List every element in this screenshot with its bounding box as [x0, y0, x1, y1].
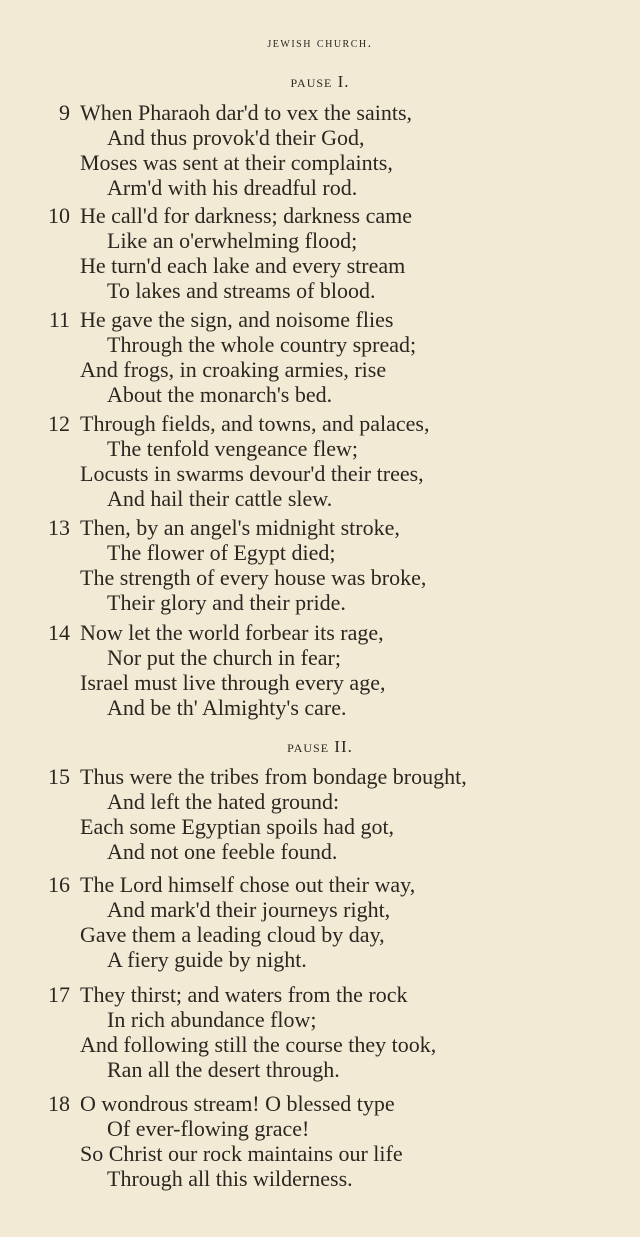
stanza-number: 14 — [48, 620, 70, 645]
stanza-number: 15 — [48, 764, 70, 789]
verse-line: The tenfold vengeance flew; — [107, 436, 359, 461]
verse-line: Like an o'erwhelming flood; — [107, 228, 358, 253]
verse-line: And not one feeble found. — [107, 839, 338, 864]
verse-line: Gave them a leading cloud by day, — [80, 922, 385, 947]
verse-line: And following still the course they took, — [80, 1032, 437, 1057]
verse-line: And left the hated ground: — [107, 789, 340, 814]
verse-line: A fiery guide by night. — [107, 947, 307, 972]
verse-line: And hail their cattle slew. — [107, 486, 333, 511]
verse-line: Now let the world forbear its rage, — [80, 620, 384, 645]
verse-line: He turn'd each lake and every stream — [80, 253, 406, 278]
verse-line: Moses was sent at their complaints, — [80, 150, 393, 175]
verse-line: Ran all the desert through. — [107, 1057, 340, 1082]
verse-line: About the monarch's bed. — [107, 382, 333, 407]
verse-line: Thus were the tribes from bondage brought, — [80, 764, 467, 789]
verse-line: To lakes and streams of blood. — [107, 278, 376, 303]
verse-line: Arm'd with his dreadful rod. — [107, 175, 358, 200]
stanza-number: 17 — [48, 982, 70, 1007]
verse-line: Of ever-flowing grace! — [107, 1116, 310, 1141]
verse-line: Each some Egyptian spoils had got, — [80, 814, 395, 839]
verse-line: Through the whole country spread; — [107, 332, 417, 357]
verse-line: The flower of Egypt died; — [107, 540, 336, 565]
verse-line: And mark'd their journeys right, — [107, 897, 391, 922]
pause-heading-2 — [0, 737, 640, 757]
verse-line: He gave the sign, and noisome flies — [80, 307, 394, 332]
stanza-number: 9 — [59, 100, 70, 125]
pause-numeral: I. — [337, 72, 350, 91]
pause-heading-1 — [0, 72, 640, 92]
verse-line: He call'd for darkness; darkness came — [80, 203, 412, 228]
verse-line: Their glory and their pride. — [107, 590, 346, 615]
verse-line: And be th' Almighty's care. — [107, 695, 347, 720]
stanza-number: 12 — [48, 411, 70, 436]
stanza-number: 16 — [48, 872, 70, 897]
verse-line: Nor put the church in fear; — [107, 645, 341, 670]
verse-line: O wondrous stream! O blessed type — [80, 1091, 395, 1116]
pause-label: pause — [290, 72, 333, 91]
verse-line: Through fields, and towns, and palaces, — [80, 411, 430, 436]
verse-line: And frogs, in croaking armies, rise — [80, 357, 387, 382]
stanza-number: 11 — [48, 307, 70, 332]
verse-line: When Pharaoh dar'd to vex the saints, — [80, 100, 413, 125]
verse-line: The strength of every house was broke, — [80, 565, 427, 590]
verse-line: In rich abundance flow; — [107, 1007, 317, 1032]
verse-line: And thus provok'd their God, — [107, 125, 365, 150]
stanza-number: 18 — [48, 1091, 70, 1116]
verse-line: So Christ our rock maintains our life — [80, 1141, 403, 1166]
verse-line: Then, by an angel's midnight stroke, — [80, 515, 400, 540]
verse-line: Israel must live through every age, — [80, 670, 386, 695]
verse-line: Through all this wilderness. — [107, 1166, 353, 1191]
verse-line: The Lord himself chose out their way, — [80, 872, 416, 897]
running-head: jewish church. — [267, 36, 373, 51]
stanza-number: 13 — [48, 515, 70, 540]
pause-label: pause — [287, 737, 330, 756]
verse-line: Locusts in swarms devour'd their trees, — [80, 461, 424, 486]
stanza-number: 10 — [48, 203, 70, 228]
verse-line: They thirst; and waters from the rock — [80, 982, 408, 1007]
pause-numeral: II. — [334, 737, 353, 756]
